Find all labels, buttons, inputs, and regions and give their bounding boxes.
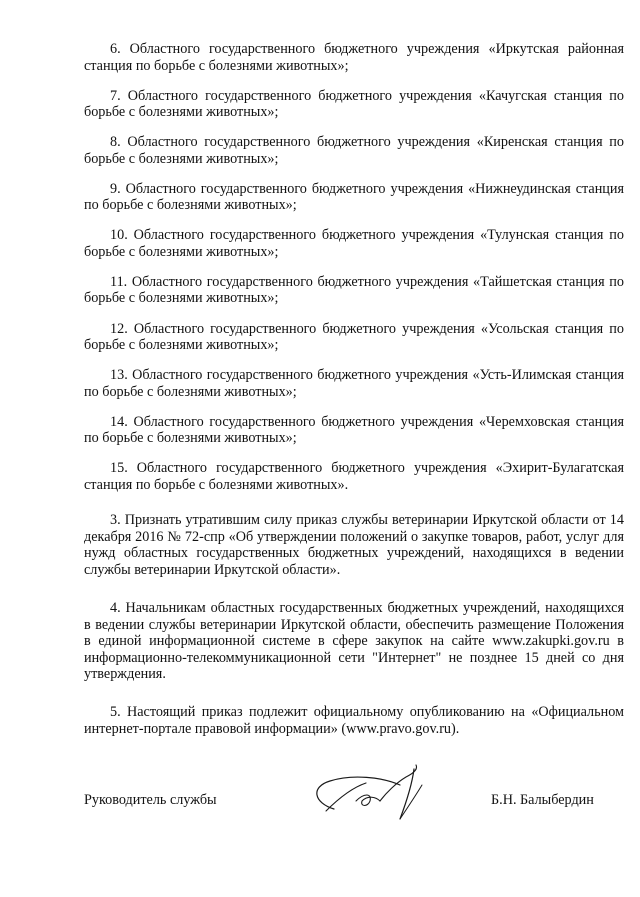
- handwritten-signature: [296, 757, 446, 827]
- institution-list: [84, 41, 624, 507]
- paragraph-3-repeal-order: 3. Признать утратившим силу приказ службы ветеринарии Иркутской области от 14 декабря 2016 № 72-спр «Об утверждении положений о закупке товаров, работ, услуг для нужд областных государственных бюджетных учреждений, находящихся в ведении службы ветеринарии Иркутской области».: [84, 512, 624, 578]
- list-item-12: 12. Областного государственного бюджетного учреждения «Усольская станция по борьбе с болезнями животных»;: [84, 320, 624, 354]
- paragraph-5-official-publication: 5. Настоящий приказ подлежит официальному опубликованию на «Официальном интернет-портале правовой информации» (www.pravo.gov.ru).: [84, 704, 624, 737]
- list-item-7: 7. Областного государственного бюджетного учреждения «Качугская станция по борьбе с болезнями животных»;: [84, 87, 624, 121]
- list-item-13: 13. Областного государственного бюджетного учреждения «Усть-Илимская станция по борьбе с болезнями животных»;: [84, 367, 624, 400]
- signatory-title: Руководитель службы: [84, 792, 217, 808]
- list-item-10: 10. Областного государственного бюджетного учреждения «Тулунская станция по борьбе с болезнями животных»;: [84, 227, 624, 260]
- paragraph-4-publication-duty: 4. Начальникам областных государственных бюджетных учреждений, находящихся в ведении службы ветеринарии Иркутской области, обеспечить размещение Положения в единой информационной системе в сфере закупок на сайте www.zakupki.gov.ru в информационно-телекоммуникационной сети "Интернет" не позднее 15 дней со дня утверждения.: [84, 600, 624, 682]
- signatory-name: Б.Н. Балыбердин: [491, 792, 594, 808]
- list-item-8: 8. Областного государственного бюджетного учреждения «Киренская станция по борьбе с болезнями животных»;: [84, 134, 624, 167]
- list-item-6: 6. Областного государственного бюджетного учреждения «Иркутская районная станция по борьбе с болезнями животных»;: [84, 41, 624, 74]
- list-item-15: 15. Областного государственного бюджетного учреждения «Эхирит-Булагатская станция по борьбе с болезнями животных».: [84, 460, 624, 493]
- list-item-11: 11. Областного государственного бюджетного учреждения «Тайшетская станция по борьбе с болезнями животных»;: [84, 273, 624, 307]
- list-item-14: 14. Областного государственного бюджетного учреждения «Черемховская станция по борьбе с болезнями животных»;: [84, 413, 624, 447]
- list-item-9: 9. Областного государственного бюджетного учреждения «Нижнеудинская станция по борьбе с болезнями животных»;: [84, 180, 624, 214]
